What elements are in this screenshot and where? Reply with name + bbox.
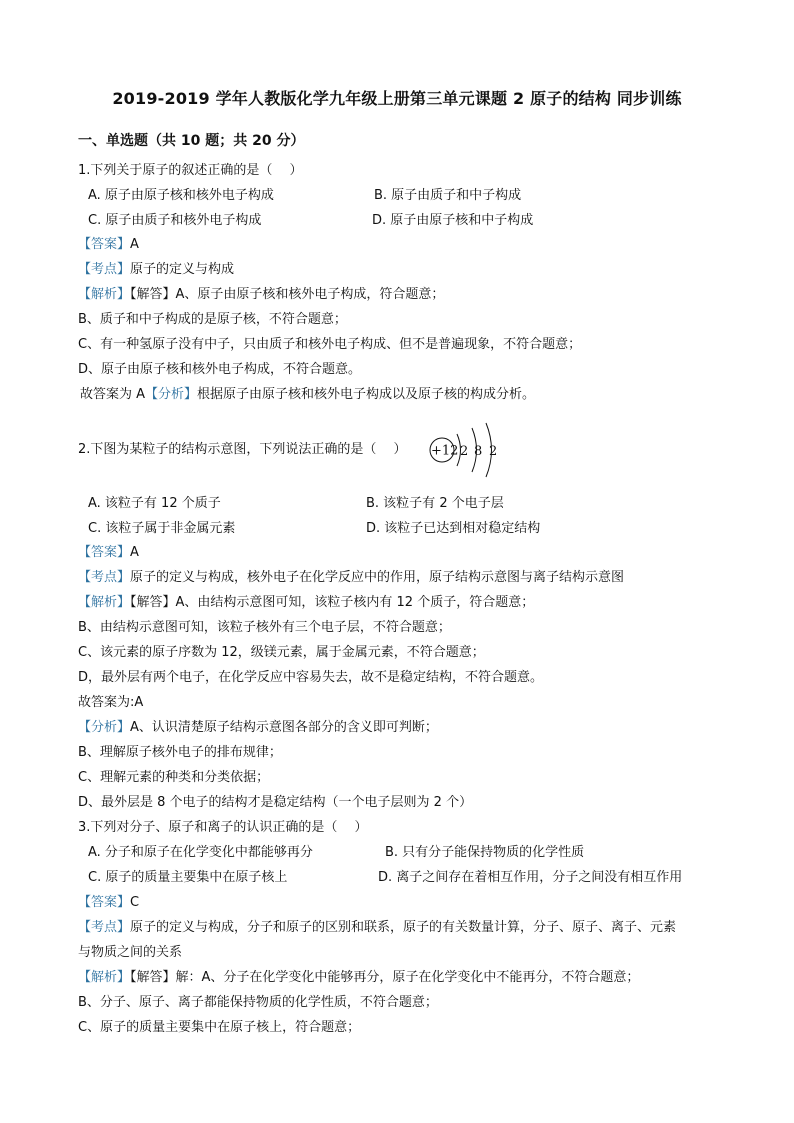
point-label: 【考点】 [78, 920, 131, 935]
analysis-text: 【解答】A、原子由原子核和核外电子构成，符合题意； [130, 287, 445, 302]
q2-conclusion: 故答案为:A [78, 695, 144, 710]
document-title: 2019-2019 学年人教版化学九年级上册第三单元课题 2 原子的结构 同步训练 [112, 89, 682, 108]
q2-analysis-1 [78, 594, 534, 612]
section-heading: 一、单选题（共 10 题；共 20 分） [78, 133, 305, 149]
q3-analysis-3: C、原子的质量主要集中在原子核上，符合题意； [78, 1020, 361, 1035]
nucleus-label: +12 [431, 443, 459, 459]
shell-electrons-2: 8 [474, 444, 483, 459]
fenxi-label: 【分析】 [78, 720, 131, 735]
q3-point-2: 与物质之间的关系 [78, 945, 183, 960]
answer-label: 【答案】 [78, 545, 131, 560]
q1-analysis-2: B、质子和中子构成的是原子核，不符合题意； [78, 312, 347, 327]
q1-option-a: A. 原子由原子核和核外电子构成 [88, 188, 274, 203]
answer-value: C [130, 895, 140, 910]
q2-option-d: D. 该粒子已达到相对稳定结构 [366, 521, 541, 536]
point-label: 【考点】 [78, 262, 131, 277]
analysis-label: 【解析】 [78, 595, 131, 610]
q1-analysis-3: C、有一种氢原子没有中子，只由质子和核外电子构成、但不是普遍现象，不符合题意； [78, 337, 582, 352]
q1-option-c: C. 原子由质子和核外电子构成 [88, 213, 262, 228]
q2-fenxi-3: C、理解元素的种类和分类依据； [78, 770, 270, 785]
answer-value: A [130, 545, 139, 560]
point-value: 原子的定义与构成，核外电子在化学反应中的作用，原子结构示意图与离子结构示意图 [130, 570, 625, 585]
point-value: 原子的定义与构成，分子和原子的区别和联系，原子的有关数量计算，分子、原子、离子、元素 [130, 920, 677, 935]
q1-analysis-4: D、原子由原子核和核外电子构成，不符合题意。 [78, 362, 362, 377]
analysis-text: 【解答】A、由结构示意图可知，该粒子核内有 12 个质子，符合题意； [130, 595, 535, 610]
q2-option-a: A. 该粒子有 12 个质子 [88, 496, 221, 511]
shell-electrons-1: 2 [460, 444, 469, 459]
q2-answer [78, 544, 139, 562]
q3-option-c: C. 原子的质量主要集中在原子核上 [88, 870, 288, 885]
q2-analysis-2: B、由结构示意图可知，该粒子核外有三个电子层，不符合题意； [78, 620, 451, 635]
answer-label: 【答案】 [78, 237, 131, 252]
q2-analysis-4: D，最外层有两个电子，在化学反应中容易失去，故不是稳定结构，不符合题意。 [78, 670, 544, 685]
conclusion-text: 故答案为 A [80, 387, 146, 402]
analysis-label: 【解析】 [78, 287, 131, 302]
q3-analysis-1 [78, 969, 639, 987]
point-label: 【考点】 [78, 570, 131, 585]
atom-structure-svg [428, 420, 508, 480]
answer-label: 【答案】 [78, 895, 131, 910]
q3-stem: 3.下列对分子、原子和离子的认识正确的是（ ） [78, 820, 368, 835]
fenxi-text: 根据原子由原子核和核外电子构成以及原子核的构成分析。 [197, 387, 536, 402]
q1-option-b: B. 原子由质子和中子构成 [374, 188, 522, 203]
fenxi-text: A、认识清楚原子结构示意图各部分的含义即可判断； [130, 720, 438, 735]
q3-option-b: B. 只有分子能保持物质的化学性质 [385, 845, 585, 860]
q2-option-c: C. 该粒子属于非金属元素 [88, 521, 236, 536]
analysis-label: 【解析】 [78, 970, 131, 985]
q1-option-d: D. 原子由原子核和中子构成 [372, 213, 534, 228]
q1-answer [78, 236, 139, 254]
q2-fenxi-4: D、最外层是 8 个电子的结构才是稳定结构（一个电子层则为 2 个） [78, 795, 473, 810]
q3-option-d: D. 离子之间存在着相互作用，分子之间没有相互作用 [378, 870, 683, 885]
atom-structure-diagram [428, 420, 508, 480]
q3-analysis-2: B、分子、原子、离子都能保持物质的化学性质，不符合题意； [78, 995, 438, 1010]
answer-value: A [130, 237, 139, 252]
q1-point [78, 261, 234, 279]
q2-point [78, 569, 624, 587]
shell-electrons-3: 2 [489, 444, 498, 459]
fenxi-label: 【分析】 [145, 387, 198, 402]
q1-analysis-1 [78, 286, 444, 304]
q2-stem: 2.下图为某粒子的结构示意图，下列说法正确的是（ ） [78, 442, 407, 457]
q1-stem: 1.下列关于原子的叙述正确的是（ ） [78, 163, 303, 178]
q3-option-a: A. 分子和原子在化学变化中都能够再分 [88, 845, 313, 860]
point-value: 原子的定义与构成 [130, 262, 235, 277]
q3-point-1 [78, 919, 676, 937]
q2-fenxi-2: B、理解原子核外电子的排布规律； [78, 745, 282, 760]
q2-option-b: B. 该粒子有 2 个电子层 [366, 496, 504, 511]
q1-conclusion [80, 386, 535, 404]
q2-fenxi-1 [78, 719, 438, 737]
q3-answer [78, 894, 139, 912]
analysis-text: 【解答】解：A、分子在化学变化中能够再分，原子在化学变化中不能再分，不符合题意； [130, 970, 640, 985]
q2-analysis-3: C、该元素的原子序数为 12，级镁元素，属于金属元素，不符合题意； [78, 645, 485, 660]
